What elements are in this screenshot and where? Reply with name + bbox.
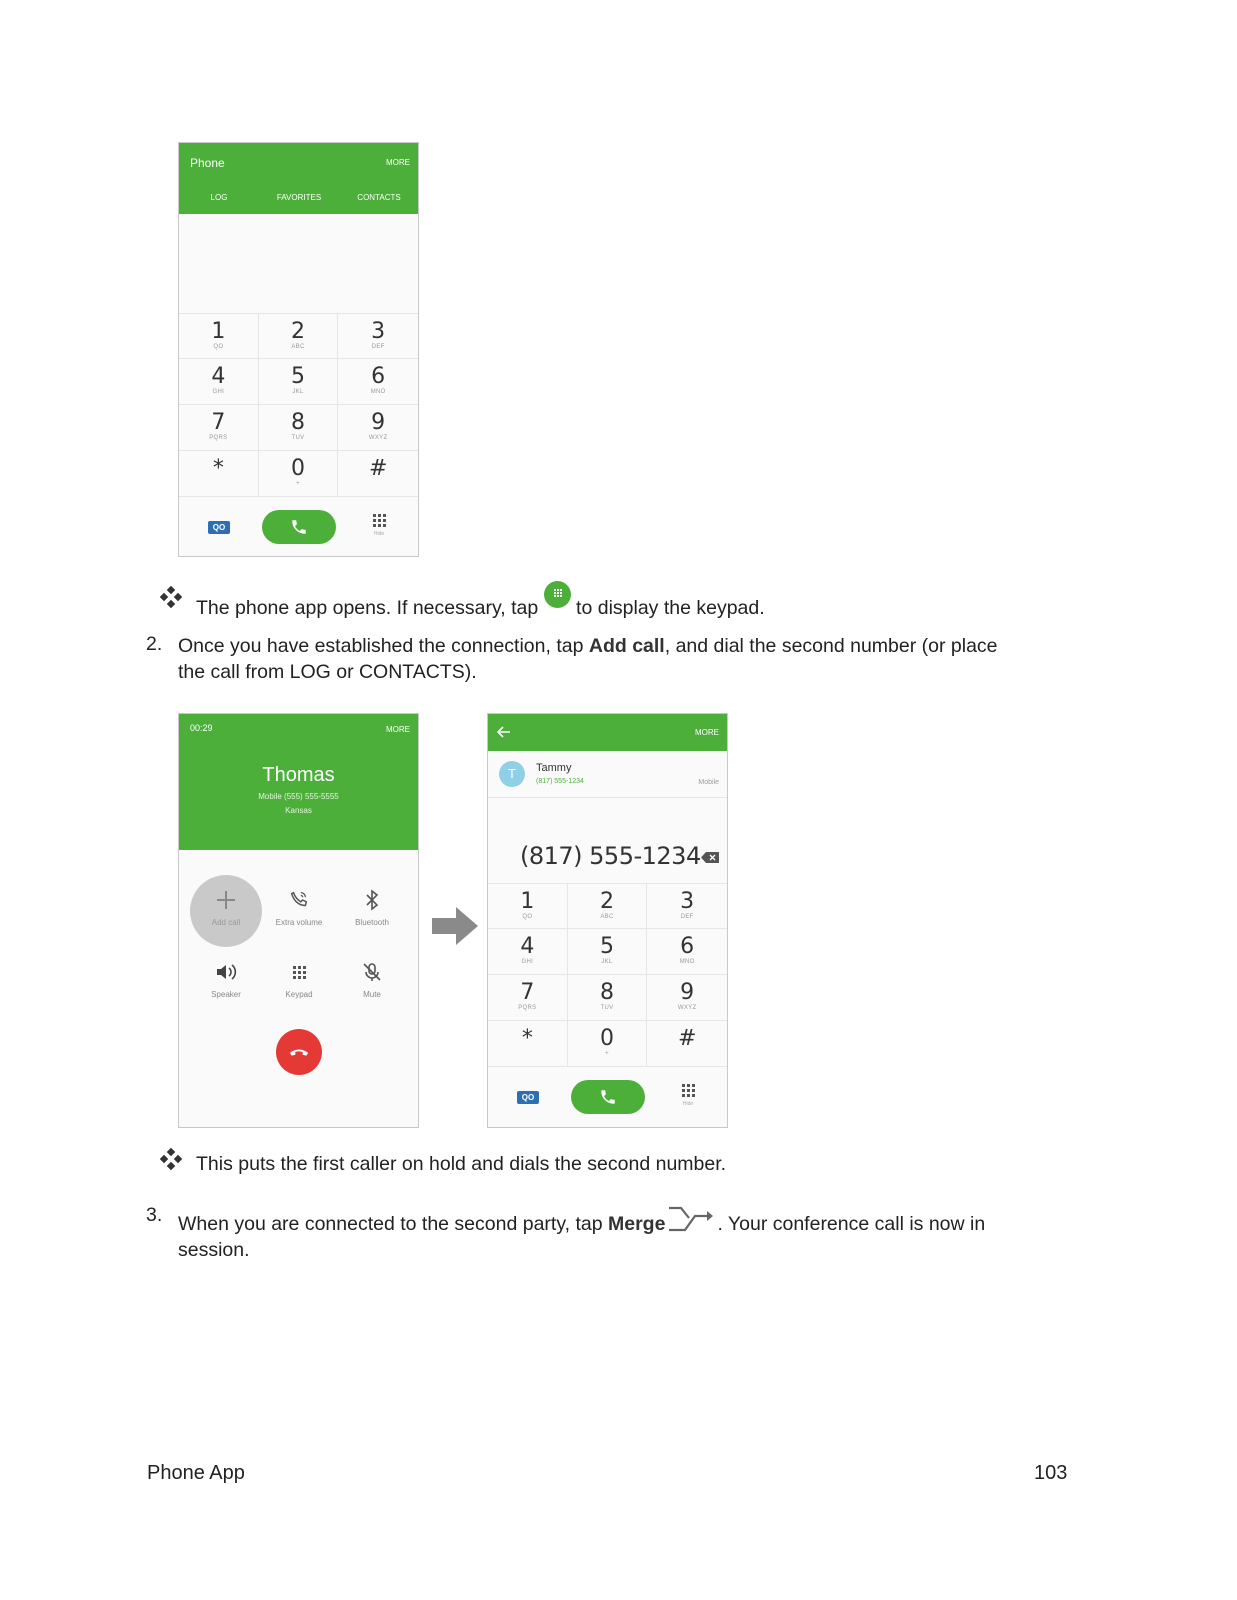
mute-label: Mute bbox=[363, 990, 381, 999]
key-3[interactable] bbox=[647, 883, 727, 929]
dial-keypad bbox=[179, 313, 418, 497]
contact-suggestion[interactable] bbox=[488, 751, 727, 798]
voicemail-icon[interactable]: QO bbox=[517, 1091, 539, 1104]
key-digit: 8 bbox=[290, 410, 305, 435]
step-3-number: 3. bbox=[146, 1204, 163, 1226]
keypad-grid-icon bbox=[369, 514, 389, 527]
tab-log[interactable]: LOG bbox=[210, 193, 228, 202]
bullet-diamond-icon bbox=[161, 587, 181, 607]
dialed-number: (817) 555-1234 bbox=[520, 842, 701, 870]
key-letters: DEF bbox=[371, 343, 385, 350]
speaker-icon bbox=[214, 961, 238, 983]
keypad-bottom-bar bbox=[179, 498, 418, 556]
key-digit: 3 bbox=[371, 318, 386, 344]
key-letters: PQRS bbox=[209, 435, 228, 441]
call-timer: 00:29 bbox=[190, 723, 213, 733]
key-digit: 7 bbox=[520, 980, 535, 1005]
hide-label: Hide bbox=[373, 531, 385, 537]
key-hash[interactable] bbox=[338, 451, 418, 497]
key-letters: WXYZ bbox=[677, 1005, 697, 1011]
step-2-bold: Add call bbox=[588, 635, 665, 657]
key-digit: * bbox=[521, 1026, 533, 1051]
key-letters: DEF bbox=[680, 913, 694, 920]
caller-name: Thomas bbox=[262, 764, 335, 786]
contact-name: Tammy bbox=[536, 762, 572, 774]
keypad-grid-icon bbox=[293, 966, 306, 979]
phone-icon bbox=[290, 518, 308, 536]
key-digit: 2 bbox=[290, 318, 305, 344]
key-letters: QO bbox=[213, 343, 224, 350]
key-letters: MNO bbox=[370, 389, 386, 395]
key-letters: ABC bbox=[600, 913, 614, 920]
key-letters: GHI bbox=[212, 389, 225, 395]
tab-favorites[interactable]: FAVORITES bbox=[276, 193, 322, 202]
key-digit: 5 bbox=[290, 364, 305, 389]
phone-icon bbox=[599, 1088, 617, 1106]
hide-keypad-button[interactable] bbox=[369, 514, 389, 537]
keypad-grid-icon bbox=[678, 1084, 698, 1097]
step-3-bold: Merge bbox=[608, 1213, 666, 1235]
key-digit: 1 bbox=[520, 888, 535, 914]
step-2-before: Once you have established the connection, tap bbox=[178, 635, 584, 657]
keypad-label: Keypad bbox=[285, 990, 313, 999]
key-1[interactable] bbox=[179, 313, 259, 359]
key-4[interactable] bbox=[179, 359, 259, 405]
key-letters: ABC bbox=[291, 343, 305, 350]
key-digit: 7 bbox=[211, 410, 226, 435]
arrow-right-icon bbox=[430, 904, 480, 948]
app-header bbox=[179, 143, 418, 214]
call-button[interactable] bbox=[262, 510, 336, 544]
key-digit: 6 bbox=[680, 934, 695, 959]
extra-volume-icon bbox=[288, 889, 310, 911]
key-digit: 1 bbox=[211, 318, 226, 344]
key-digit: # bbox=[677, 1026, 697, 1051]
key-digit: 6 bbox=[371, 364, 386, 389]
step-2-after: , and dial the second number (or place bbox=[664, 635, 998, 657]
key-hash[interactable] bbox=[647, 1021, 727, 1067]
speaker-label: Speaker bbox=[211, 990, 241, 999]
key-9[interactable] bbox=[647, 975, 727, 1021]
key-6[interactable] bbox=[338, 359, 418, 405]
contact-number: (817) 555-1234 bbox=[536, 778, 584, 785]
key-letters: JKL bbox=[601, 959, 613, 965]
more-menu-button[interactable]: MORE bbox=[386, 158, 410, 167]
key-8[interactable] bbox=[568, 975, 648, 1021]
key-letters: + bbox=[605, 1051, 609, 1057]
key-star[interactable] bbox=[488, 1021, 568, 1067]
extra-volume-button[interactable] bbox=[262, 888, 336, 927]
step-3-before: When you are connected to the second party, tap bbox=[178, 1213, 603, 1235]
back-arrow-icon[interactable] bbox=[497, 726, 511, 738]
tab-contacts[interactable]: CONTACTS bbox=[357, 193, 401, 202]
key-0[interactable] bbox=[259, 451, 339, 497]
key-2[interactable] bbox=[259, 313, 339, 359]
bullet-1-after: to display the keypad. bbox=[576, 597, 765, 619]
key-4[interactable] bbox=[488, 929, 568, 975]
phone-screenshot-in-call bbox=[178, 713, 419, 1128]
avatar: T bbox=[499, 761, 525, 787]
extra-volume-label: Extra volume bbox=[275, 918, 323, 927]
key-digit: 4 bbox=[520, 934, 535, 959]
key-digit: 9 bbox=[371, 410, 386, 435]
key-letters: GHI bbox=[521, 959, 534, 965]
bullet-diamond-icon bbox=[161, 1149, 181, 1169]
phone-screenshot-second-call bbox=[487, 713, 728, 1128]
key-digit: 2 bbox=[599, 888, 614, 914]
key-digit: 9 bbox=[680, 980, 695, 1005]
key-digit: 0 bbox=[290, 456, 305, 481]
hide-keypad-button[interactable] bbox=[678, 1084, 698, 1107]
key-digit: 0 bbox=[599, 1026, 614, 1051]
end-call-icon bbox=[288, 1046, 310, 1058]
key-6[interactable] bbox=[647, 929, 727, 975]
bullet-text-2: This puts the first caller on hold and dials the second number. bbox=[196, 1153, 727, 1175]
key-letters: PQRS bbox=[518, 1005, 537, 1011]
call-button[interactable] bbox=[571, 1080, 645, 1114]
key-digit: * bbox=[212, 456, 224, 481]
end-call-button[interactable] bbox=[276, 1029, 322, 1075]
step-3-after: . Your conference call is now in bbox=[717, 1213, 986, 1235]
keypad-bottom-bar bbox=[488, 1068, 727, 1126]
dial-keypad bbox=[488, 883, 727, 1067]
key-0[interactable] bbox=[568, 1021, 648, 1067]
key-letters: WXYZ bbox=[368, 435, 388, 441]
key-5[interactable] bbox=[568, 929, 648, 975]
key-digit: 4 bbox=[211, 364, 226, 389]
backspace-icon[interactable] bbox=[701, 852, 719, 863]
mute-microphone-icon bbox=[361, 961, 383, 983]
key-star[interactable] bbox=[179, 451, 259, 497]
add-call-label: Add call bbox=[211, 918, 241, 927]
key-2[interactable] bbox=[568, 883, 648, 929]
key-digit: 3 bbox=[680, 888, 695, 914]
bluetooth-label: Bluetooth bbox=[355, 918, 389, 927]
key-digit: 5 bbox=[599, 934, 614, 959]
key-8[interactable] bbox=[259, 405, 339, 451]
more-menu-button[interactable]: MORE bbox=[386, 725, 410, 734]
more-menu-button[interactable]: MORE bbox=[695, 728, 719, 737]
bullet-1-before: The phone app opens. If necessary, tap bbox=[196, 597, 539, 619]
footer-page-number: 103 bbox=[1034, 1462, 1068, 1484]
key-3[interactable] bbox=[338, 313, 418, 359]
key-letters: JKL bbox=[292, 389, 304, 395]
key-7[interactable] bbox=[488, 975, 568, 1021]
key-5[interactable] bbox=[259, 359, 339, 405]
key-letters: TUV bbox=[291, 435, 305, 441]
phone-screenshot-keypad bbox=[178, 142, 419, 557]
step-2-number: 2. bbox=[146, 633, 163, 655]
bullet-text-1 bbox=[196, 589, 765, 621]
step-2-text bbox=[178, 633, 1078, 685]
bluetooth-icon bbox=[362, 889, 382, 911]
key-7[interactable] bbox=[179, 405, 259, 451]
key-1[interactable] bbox=[488, 883, 568, 929]
step-2-line2: the call from LOG or CONTACTS). bbox=[178, 661, 477, 683]
key-letters: + bbox=[296, 481, 300, 487]
speaker-button[interactable] bbox=[189, 960, 263, 999]
app-title: Phone bbox=[190, 156, 225, 170]
bluetooth-button[interactable] bbox=[335, 888, 409, 927]
dialer-header bbox=[488, 714, 727, 751]
merge-icon bbox=[667, 1204, 717, 1234]
mute-button[interactable] bbox=[335, 960, 409, 999]
key-letters: MNO bbox=[679, 959, 695, 965]
add-call-button[interactable] bbox=[189, 888, 263, 927]
voicemail-icon[interactable]: QO bbox=[208, 521, 230, 534]
caller-number: Mobile (555) 555-5555 bbox=[258, 792, 339, 801]
key-digit: # bbox=[368, 456, 388, 481]
caller-location: Kansas bbox=[285, 806, 312, 815]
hide-label: Hide bbox=[682, 1101, 694, 1107]
call-header bbox=[179, 714, 418, 850]
key-letters: QO bbox=[522, 913, 533, 920]
key-digit: 8 bbox=[599, 980, 614, 1005]
keypad-inline-icon bbox=[544, 581, 571, 608]
step-3-line2: session. bbox=[178, 1239, 250, 1261]
keypad-button[interactable] bbox=[262, 960, 336, 999]
plus-icon bbox=[215, 889, 237, 911]
footer-section-name: Phone App bbox=[147, 1462, 245, 1484]
key-9[interactable] bbox=[338, 405, 418, 451]
step-3-text bbox=[178, 1204, 1078, 1263]
contact-type: Mobile bbox=[698, 779, 719, 786]
key-letters: TUV bbox=[600, 1005, 614, 1011]
